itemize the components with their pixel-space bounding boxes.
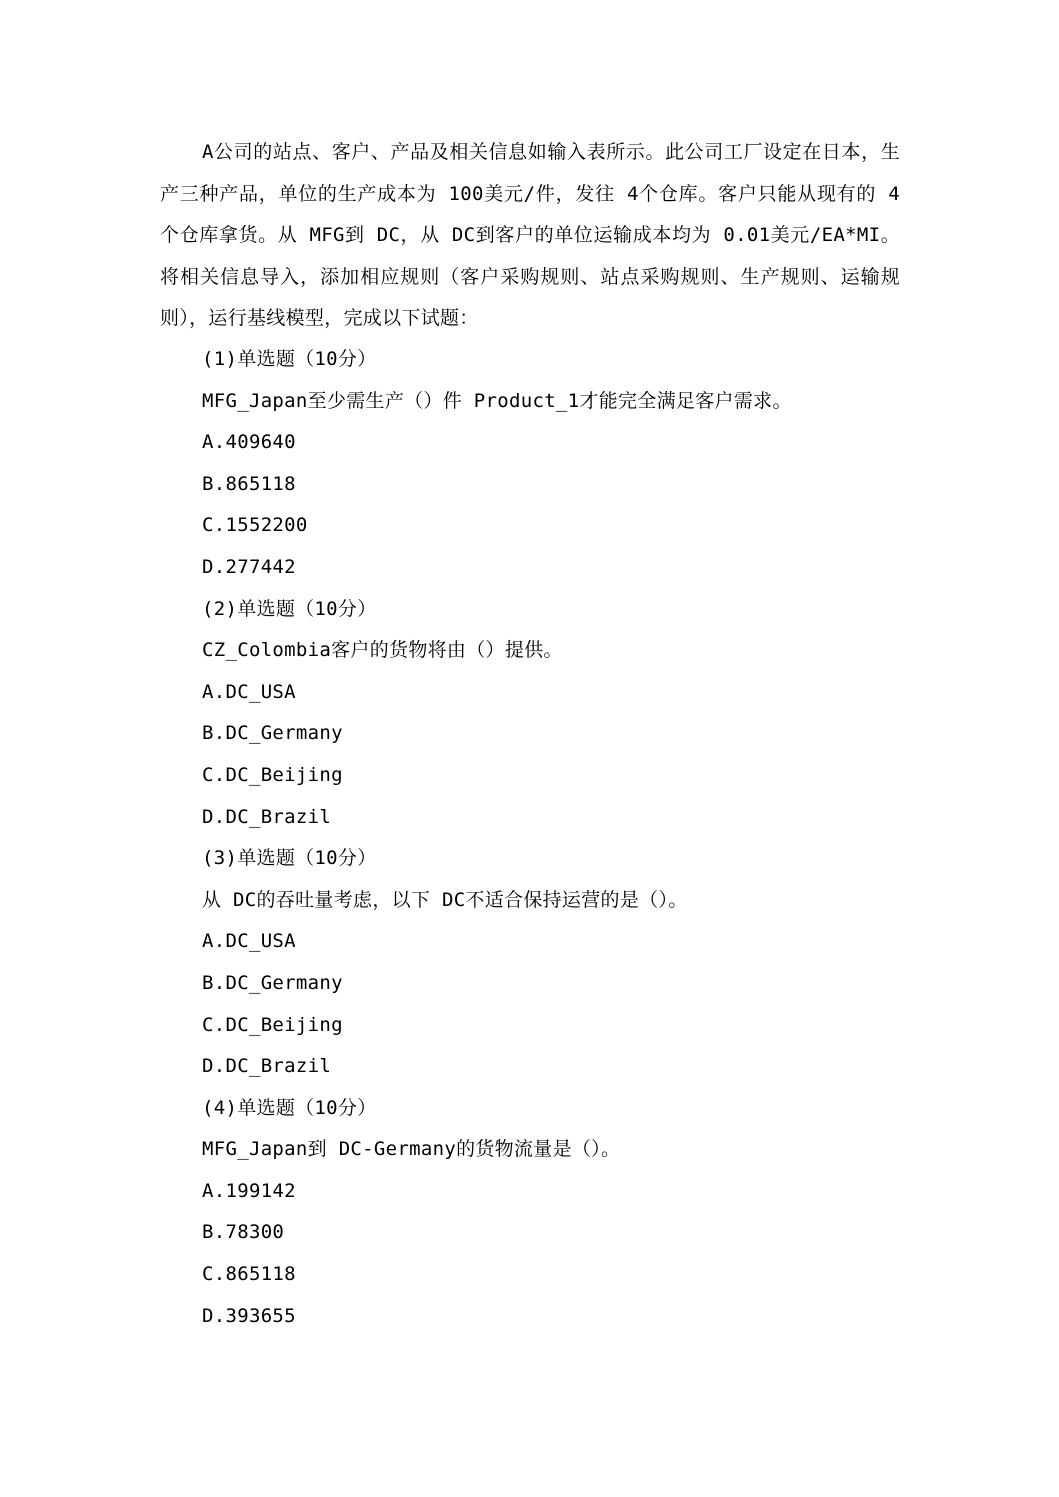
option-b: B.78300 — [202, 1221, 285, 1244]
option-b: B.865118 — [202, 472, 296, 495]
option-a: A.DC_USA — [202, 930, 296, 953]
intro-text: A公司的站点、客户、产品及相关信息如输入表所示。此公司工厂设定在日本，生产三种产品，单位的生产成本为 100美元/件，发往 4个仓库。客户只能从现有的 4个仓库拿货。从 MFG到 DC，从 DC到客户的单位运输成本均为 0.01美元/EA*MI。将相关信息导入，添加相应规则（客户采购规则、站点采购规则、生产规则、运输规则），运行基线模型，完成以下试题： — [160, 141, 900, 329]
question-header: (4)单选题（10分） — [202, 1096, 377, 1119]
option-a: A.199142 — [202, 1179, 296, 1202]
question-header: (1)单选题（10分） — [202, 348, 377, 370]
option-d: D.DC_Brazil — [202, 1055, 332, 1078]
question-3 — [202, 838, 902, 1088]
option-c: C.865118 — [202, 1263, 296, 1286]
option-d: D.393655 — [202, 1304, 296, 1327]
option-a: A.409640 — [202, 431, 296, 454]
option-a: A.DC_USA — [202, 680, 296, 703]
question-stem: MFG_Japan到 DC-Germany的货物流量是（）。 — [202, 1138, 621, 1161]
question-header: (2)单选题（10分） — [202, 597, 377, 620]
option-b: B.DC_Germany — [202, 971, 343, 994]
question-2 — [202, 589, 902, 839]
question-1 — [202, 339, 902, 589]
option-d: D.277442 — [202, 555, 296, 578]
question-stem: CZ_Colombia客户的货物将由（）提供。 — [202, 639, 563, 662]
question-list — [202, 339, 902, 1337]
option-c: C.DC_Beijing — [202, 1013, 343, 1036]
question-header: (3)单选题（10分） — [202, 847, 377, 870]
option-b: B.DC_Germany — [202, 722, 343, 745]
question-4 — [202, 1088, 902, 1338]
option-c: C.DC_Beijing — [202, 763, 343, 786]
intro-paragraph — [160, 132, 900, 340]
question-stem: 从 DC的吞吐量考虑，以下 DC不适合保持运营的是（）。 — [202, 888, 688, 911]
option-c: C.1552200 — [202, 514, 308, 537]
question-stem: MFG_Japan至少需生产（）件 Product_1才能完全满足客户需求。 — [202, 389, 792, 412]
option-d: D.DC_Brazil — [202, 805, 332, 828]
